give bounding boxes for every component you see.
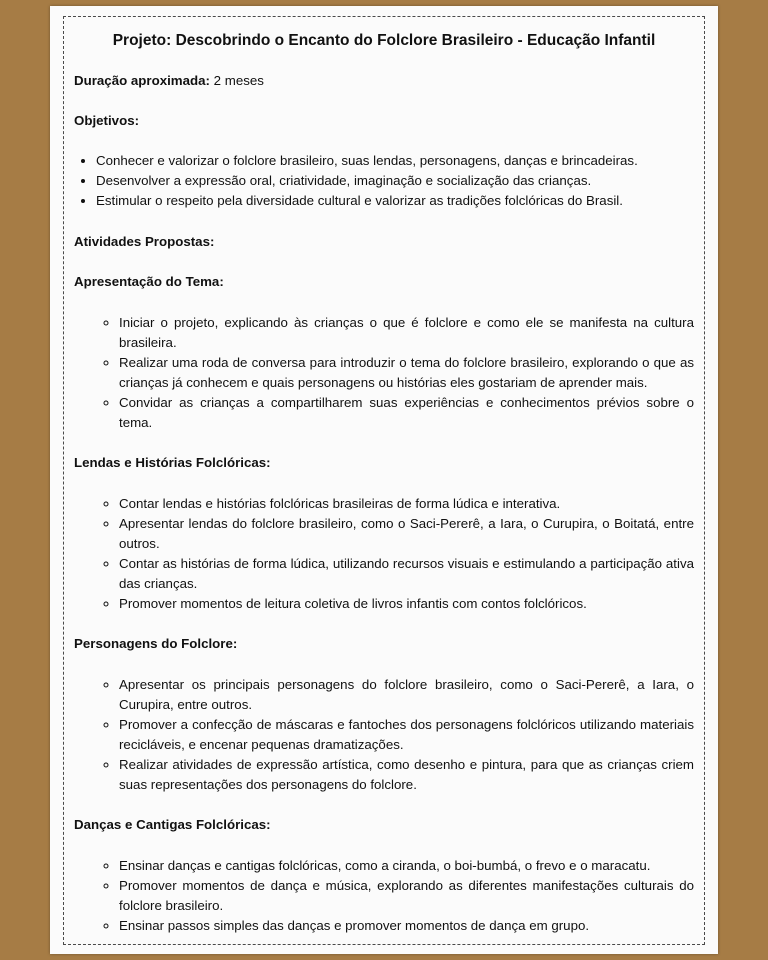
- section-heading-lendas: Lendas e Histórias Folclóricas:: [74, 455, 271, 470]
- duration-label: Duração aproximada:: [74, 73, 210, 88]
- list-item: ◦ Ensinar passos simples das danças e promover momentos de dança em grupo.: [119, 916, 694, 936]
- list-item: ◦ Apresentar lendas do folclore brasileiro, como o Saci-Pererê, a Iara, o Curupira, o Boitatá, entre outros.: [119, 514, 694, 554]
- list-item: ◦ Iniciar o projeto, explicando às crianças o que é folclore e como ele se manifesta na cultura brasileira.: [119, 313, 694, 353]
- section-list-apresentacao: [74, 313, 694, 433]
- document-page: [50, 6, 718, 954]
- section-heading-apresentacao: Apresentação do Tema:: [74, 274, 224, 289]
- objectives-list: [74, 151, 694, 211]
- list-item: ◦ Contar as histórias de forma lúdica, utilizando recursos visuais e estimulando a participação ativa das crianças.: [119, 554, 694, 594]
- section-heading-personagens: Personagens do Folclore:: [74, 636, 238, 651]
- section-list-lendas: [74, 494, 694, 614]
- list-item: • Desenvolver a expressão oral, criatividade, imaginação e socialização das crianças.: [96, 171, 694, 191]
- list-item: ◦ Promover momentos de leitura coletiva de livros infantis com contos folclóricos.: [119, 594, 694, 614]
- list-item: ◦ Apresentar os principais personagens do folclore brasileiro, como o Saci-Pererê, a Iara, o Curupira, entre outros.: [119, 675, 694, 715]
- list-item: • Conhecer e valorizar o folclore brasileiro, suas lendas, personagens, danças e brincadeiras.: [96, 151, 694, 171]
- list-item: • Estimular o respeito pela diversidade cultural e valorizar as tradições folclóricas do Brasil.: [96, 191, 694, 211]
- list-item: ◦ Realizar atividades de expressão artística, como desenho e pintura, para que as crianças criem suas representações dos personagens do folclore.: [119, 755, 694, 795]
- list-item: ◦ Realizar uma roda de conversa para introduzir o tema do folclore brasileiro, explorando o que as crianças já conhecem e quais personagens ou histórias eles gostariam de aprender mais.: [119, 353, 694, 393]
- list-item: ◦ Promover momentos de dança e música, explorando as diferentes manifestações culturais do folclore brasileiro.: [119, 876, 694, 916]
- dashed-border-frame: [63, 16, 705, 945]
- page-title: Projeto: Descobrindo o Encanto do Folclore Brasileiro - Educação Infantil: [112, 32, 656, 49]
- duration-value: 2 meses: [209, 73, 264, 88]
- list-item: ◦ Convidar as crianças a compartilharem suas experiências e conhecimentos prévios sobre o tema.: [119, 393, 694, 433]
- objectives-heading: Objetivos:: [74, 113, 140, 128]
- section-list-personagens: [74, 675, 694, 795]
- activities-heading: Atividades Propostas:: [74, 234, 215, 249]
- section-heading-dancas: Danças e Cantigas Folclóricas:: [74, 817, 271, 832]
- list-item: ◦ Contar lendas e histórias folclóricas brasileiras de forma lúdica e interativa.: [119, 494, 694, 514]
- duration-line: [74, 71, 694, 91]
- list-item: ◦ Promover a confecção de máscaras e fantoches dos personagens folclóricos utilizando materiais recicláveis, e encenar pequenas dramatizações.: [119, 715, 694, 755]
- section-list-dancas: [74, 856, 694, 936]
- list-item: ◦ Ensinar danças e cantigas folclóricas, como a ciranda, o boi-bumbá, o frevo e o maracatu.: [119, 856, 694, 876]
